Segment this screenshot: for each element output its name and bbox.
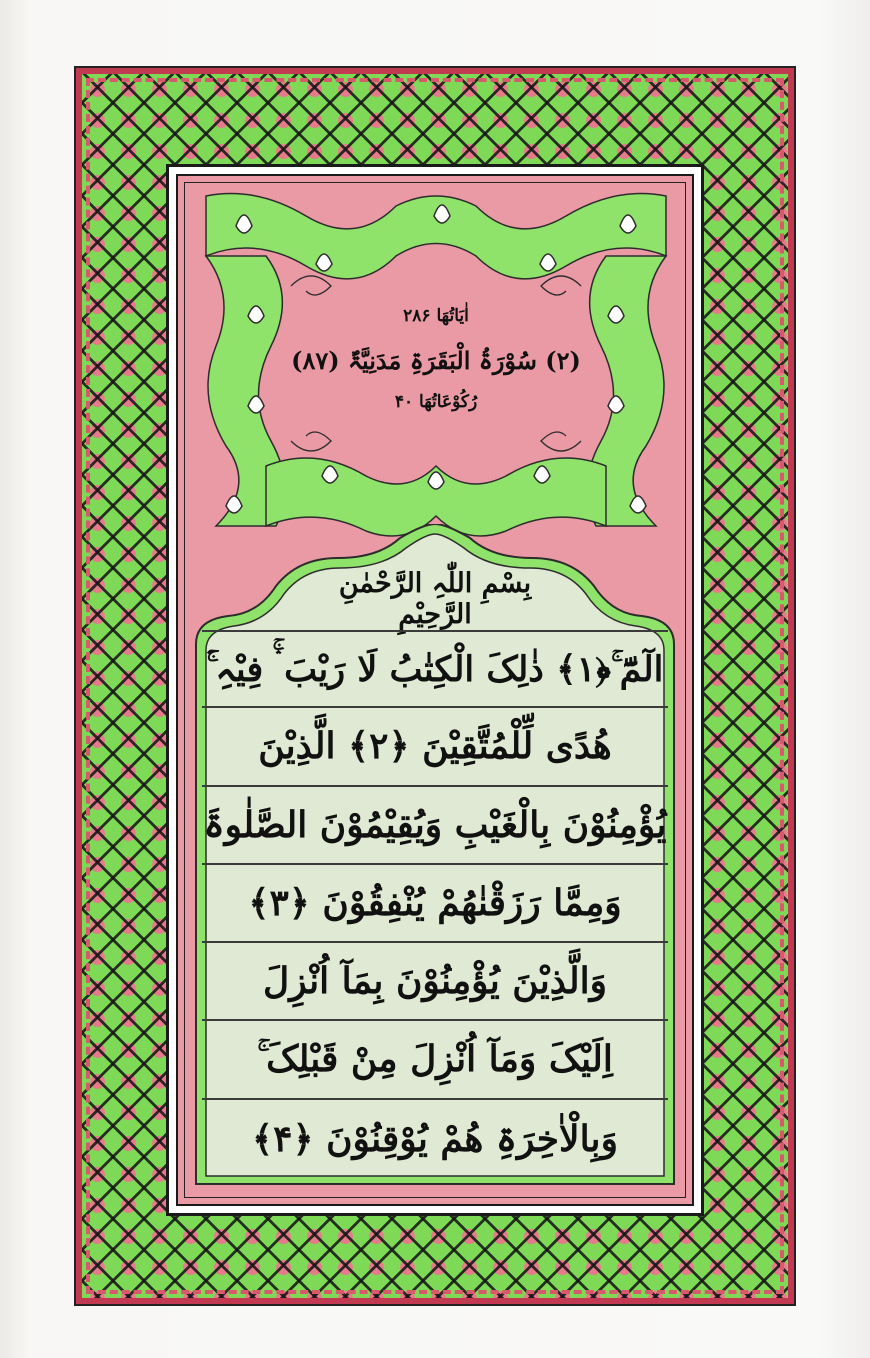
verse-line: الٓمّٓ ۚ﴿۱﴾ ذٰلِکَ الْکِتٰبُ لَا رَیْبَ ۛۚ فِیْہِ ۚۛ [202, 630, 668, 708]
verse-line: وَالَّذِیْنَ یُؤْمِنُوْنَ بِمَآ اُنْزِلَ [202, 943, 668, 1021]
verse-line: ھُدًی لِّلْمُتَّقِیْنَ ﴿۲﴾ الَّذِیْنَ [202, 708, 668, 786]
ruku-count: رُکُوْعَاتُھَا ۴۰ [394, 392, 478, 412]
bismillah: بِسْمِ اللّٰہِ الرَّحْمٰنِ الرَّحِیْمِ [338, 568, 532, 630]
verse-area [188, 524, 682, 1190]
ayat-count: اٰیَاتُھَا ۲۸۶ [403, 306, 469, 326]
verse-line: وَبِالْاٰخِرَۃِ ھُمْ یُوْقِنُوْنَ ﴿۴﴾ [252, 1117, 618, 1160]
verse-line: وَمِمَّا رَزَقْنٰھُمْ یُنْفِقُوْنَ ﴿۳﴾ [202, 865, 668, 943]
verse-line: اِلَیْکَ وَمَآ اُنْزِلَ مِنْ قَبْلِکَ ۚ [202, 1021, 668, 1099]
surah-title: (۲) سُوْرَۃُ الْبَقَرَۃِ مَدَنِیَّۃٌ (۸۷) [291, 346, 581, 375]
surah-header [286, 298, 586, 428]
verse-line: یُؤْمِنُوْنَ بِالْغَیْبِ وَیُقِیْمُوْنَ الصَّلٰوۃَ [202, 787, 668, 865]
verse-lines [202, 630, 668, 1178]
